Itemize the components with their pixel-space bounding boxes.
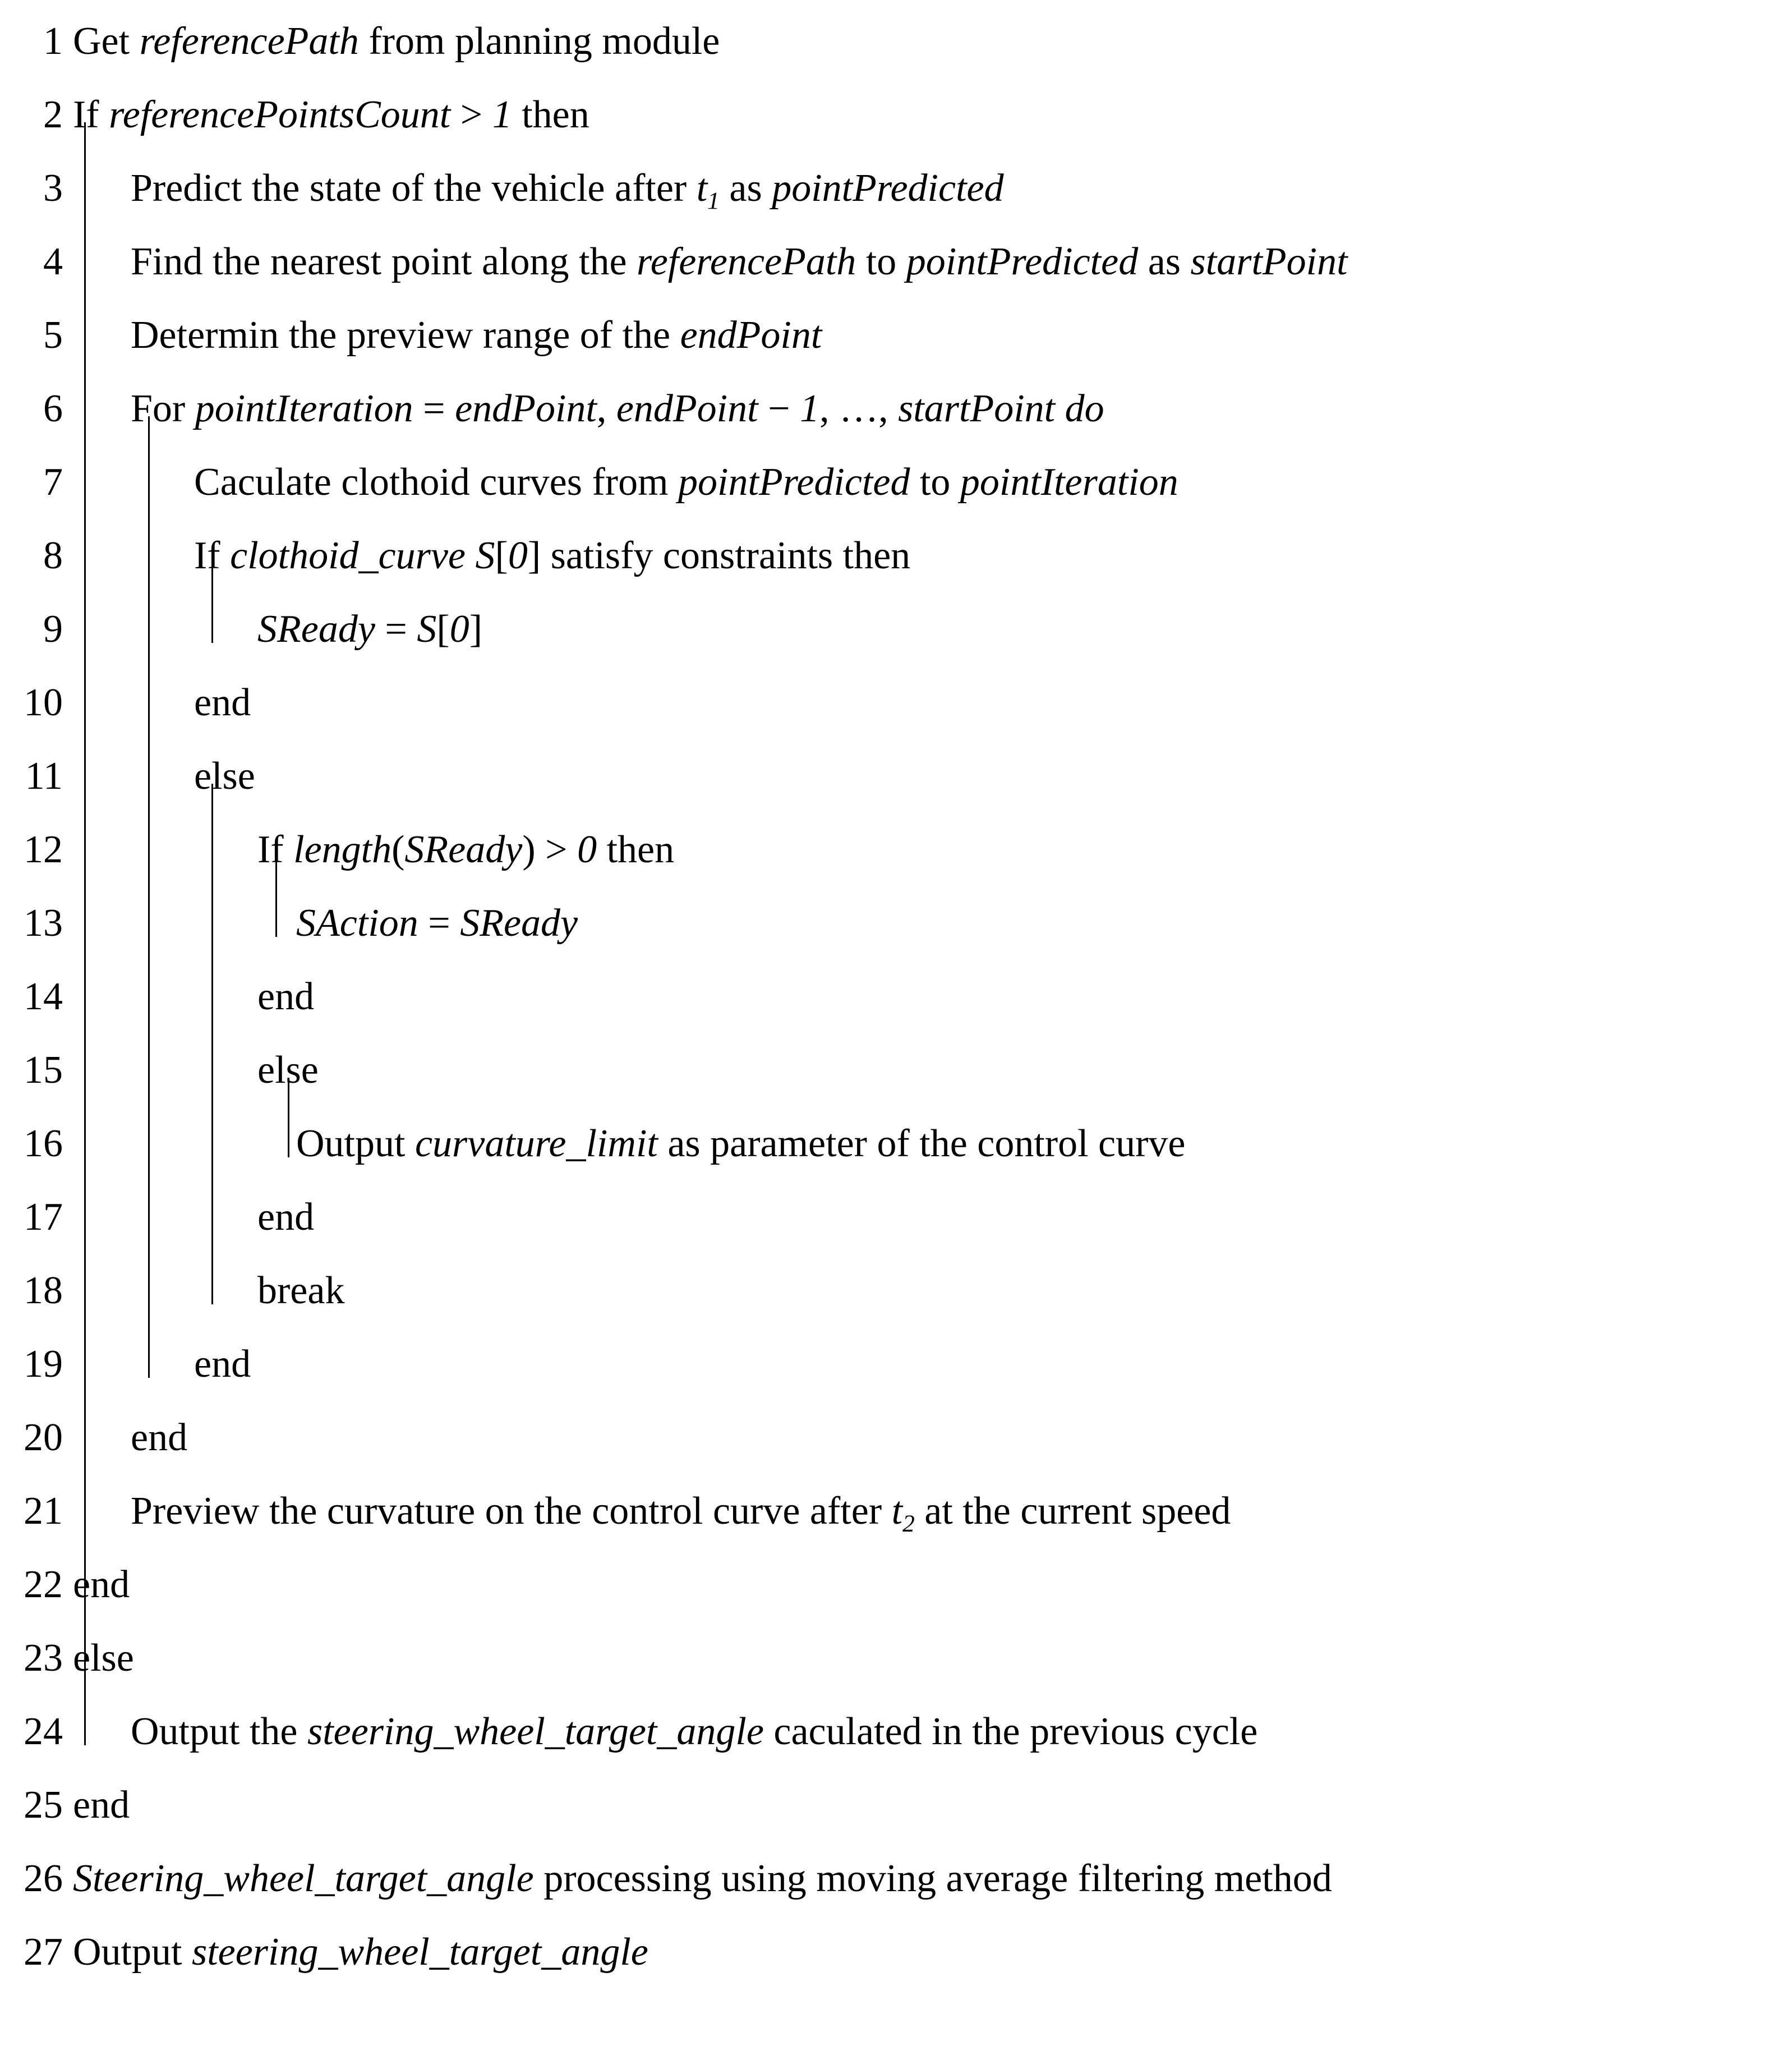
identifier: startPoint	[898, 387, 1056, 430]
word-space	[762, 167, 772, 210]
operator: ]	[469, 608, 483, 651]
code-text: Find the nearest point along the	[131, 240, 627, 283]
line-content	[63, 1254, 344, 1327]
line-content	[63, 960, 314, 1033]
code-identifier: referencePath	[637, 240, 856, 283]
line-number: 14	[24, 975, 63, 1018]
line-number: 22	[24, 1563, 63, 1606]
operator: =	[423, 387, 445, 430]
space	[413, 387, 423, 430]
algorithm-line	[0, 225, 1792, 298]
variable-base: t	[891, 1489, 903, 1533]
operator: >	[545, 828, 568, 871]
code-text: end	[194, 1342, 251, 1386]
space	[888, 387, 899, 430]
algorithm-line	[0, 1915, 1792, 1989]
line-number: 23	[24, 1636, 63, 1680]
space	[536, 828, 546, 871]
space	[790, 387, 800, 430]
word-space	[541, 534, 551, 577]
algorithm-line	[0, 1327, 1792, 1401]
code-text: at the current speed	[924, 1489, 1231, 1533]
variable-base: t	[696, 167, 708, 210]
code-text: Output the	[131, 1710, 298, 1753]
algorithm-line	[0, 151, 1792, 225]
operator: ,	[819, 387, 830, 430]
algorithm-line	[0, 1842, 1792, 1915]
code-text: else	[257, 1049, 319, 1092]
line-number: 2	[43, 93, 63, 136]
code-text: else	[194, 755, 255, 798]
word-space	[597, 828, 607, 871]
algorithm-line	[0, 519, 1792, 592]
identifier: SReady	[460, 902, 578, 945]
algorithm-line	[0, 4, 1792, 78]
word-space	[896, 240, 906, 283]
identifier: 1	[800, 387, 820, 430]
identifier: 0	[577, 828, 597, 871]
code-text: Determin the preview range of the	[131, 314, 671, 357]
code-expression	[230, 534, 541, 577]
algorithm-line	[0, 1474, 1792, 1548]
code-text: Get	[73, 20, 130, 63]
code-text: Preview the curvature on the control curve after	[131, 1489, 882, 1533]
line-number: 18	[24, 1269, 63, 1312]
line-content	[63, 666, 251, 739]
identifier: referencePointsCount	[109, 93, 451, 136]
word-space	[534, 1857, 544, 1900]
identifier: S	[475, 534, 495, 577]
word-space	[512, 93, 522, 136]
code-text: end	[131, 1416, 188, 1459]
space	[482, 93, 492, 136]
identifier: endPoint	[616, 387, 758, 430]
code-text: break	[257, 1269, 345, 1312]
word-space	[856, 240, 866, 283]
code-text: satisfy constraints then	[550, 534, 911, 577]
line-content	[63, 372, 1104, 445]
line-content	[63, 519, 910, 592]
space	[1055, 387, 1065, 430]
line-number: 17	[24, 1196, 63, 1239]
line-content	[63, 1915, 648, 1989]
identifier: 0	[508, 534, 528, 577]
space	[758, 387, 768, 430]
space	[466, 534, 476, 577]
line-number: 4	[43, 240, 63, 283]
algorithm-line-list	[0, 4, 1792, 1989]
algorithm-line	[0, 1180, 1792, 1254]
line-number: 13	[24, 902, 63, 945]
identifier: endPoint	[455, 387, 597, 430]
code-text: end	[194, 681, 251, 724]
variable-subscript: 2	[902, 1510, 915, 1537]
algorithm-line	[0, 78, 1792, 151]
word-space	[182, 1930, 192, 1974]
code-text: For	[131, 387, 186, 430]
word-space	[359, 20, 369, 63]
line-content	[63, 1695, 1257, 1768]
identifier: length	[293, 828, 392, 871]
line-number: 8	[43, 534, 63, 577]
code-text: If	[73, 93, 99, 136]
word-space	[99, 93, 109, 136]
code-text: caculated in the previous cycle	[773, 1710, 1258, 1753]
code-text: Predict the state of the vehicle after	[131, 167, 687, 210]
space	[445, 387, 455, 430]
line-content	[63, 1842, 1332, 1915]
operator: =	[385, 608, 407, 651]
line-number: 7	[43, 461, 63, 504]
algorithm-line	[0, 372, 1792, 445]
code-text: then	[606, 828, 675, 871]
variable-subscript: 1	[707, 187, 720, 214]
code-identifier: endPoint	[680, 314, 822, 357]
line-content	[63, 1401, 187, 1474]
algorithm-line	[0, 813, 1792, 886]
line-number: 1	[43, 20, 63, 63]
line-number: 20	[24, 1416, 63, 1459]
code-text: to	[865, 240, 897, 283]
algorithm-line	[0, 1621, 1792, 1695]
line-content	[63, 592, 482, 666]
word-space	[687, 167, 697, 210]
code-variable-subscript	[891, 1489, 915, 1537]
line-content	[63, 1621, 134, 1695]
line-number: 3	[43, 167, 63, 210]
space	[450, 902, 460, 945]
operator: −	[768, 387, 790, 430]
algorithm-line	[0, 886, 1792, 960]
operator: …	[839, 387, 879, 430]
operator: >	[460, 93, 483, 136]
code-text: If	[257, 828, 284, 871]
operator: (	[391, 828, 405, 871]
operator: [	[495, 534, 508, 577]
algorithm-line	[0, 1033, 1792, 1107]
code-text: end	[73, 1783, 130, 1827]
algorithm-line	[0, 445, 1792, 519]
algorithm-line	[0, 1695, 1792, 1768]
line-content	[63, 1548, 130, 1621]
line-content	[63, 1768, 130, 1842]
algorithm-line	[0, 1254, 1792, 1327]
space	[375, 608, 385, 651]
line-number: 10	[24, 681, 63, 724]
word-space	[670, 314, 680, 357]
identifier: clothoid_curve	[230, 534, 466, 577]
line-number: 9	[43, 608, 63, 651]
code-text: end	[257, 975, 315, 1018]
line-number: 25	[24, 1783, 63, 1827]
word-space	[1181, 240, 1191, 283]
line-number: 19	[24, 1342, 63, 1386]
space	[450, 93, 460, 136]
identifier: do	[1065, 387, 1104, 430]
word-space	[627, 240, 637, 283]
line-content	[63, 4, 720, 78]
code-identifier: pointPredicted	[678, 461, 910, 504]
identifier: SReady	[257, 608, 375, 651]
line-number: 24	[24, 1710, 63, 1753]
identifier: 1	[492, 93, 512, 136]
word-space	[764, 1710, 774, 1753]
code-expression	[296, 902, 578, 945]
identifier: 0	[449, 608, 469, 651]
word-space	[1138, 240, 1148, 283]
word-space	[669, 461, 679, 504]
code-identifier: steering_wheel_target_angle	[307, 1710, 764, 1753]
code-text: from planning module	[368, 20, 720, 63]
word-space	[220, 534, 231, 577]
line-number: 11	[25, 755, 63, 798]
line-content	[63, 298, 822, 372]
code-text: else	[73, 1636, 134, 1680]
operator: ]	[527, 534, 541, 577]
code-identifier: pointIteration	[960, 461, 1178, 504]
code-identifier: Steering_wheel_target_angle	[73, 1857, 534, 1900]
line-number: 15	[24, 1049, 63, 1092]
word-space	[910, 461, 920, 504]
code-text: end	[73, 1563, 130, 1606]
word-space	[915, 1489, 925, 1533]
code-text: Caculate clothoid curves from	[194, 461, 669, 504]
word-space	[284, 828, 294, 871]
line-number: 21	[24, 1489, 63, 1533]
algorithm-line	[0, 666, 1792, 739]
code-text: end	[257, 1196, 315, 1239]
code-identifier: pointPredicted	[906, 240, 1139, 283]
identifier: pointIteration	[195, 387, 413, 430]
operator: ,	[878, 387, 888, 430]
word-space	[297, 1710, 307, 1753]
algorithm-line	[0, 1548, 1792, 1621]
line-number: 27	[24, 1930, 63, 1974]
code-text: then	[522, 93, 589, 136]
code-expression	[109, 93, 512, 136]
line-number: 5	[43, 314, 63, 357]
identifier: SReady	[404, 828, 523, 871]
code-text: as	[1148, 240, 1181, 283]
code-variable-subscript	[696, 167, 720, 214]
code-text: Output	[296, 1122, 406, 1165]
line-number: 16	[24, 1122, 63, 1165]
operator: )	[522, 828, 536, 871]
word-space	[130, 20, 140, 63]
line-number: 6	[43, 387, 63, 430]
line-content	[63, 886, 578, 960]
code-text: If	[194, 534, 220, 577]
code-expression	[293, 828, 597, 871]
code-identifier: referencePath	[139, 20, 359, 63]
space	[606, 387, 616, 430]
word-space	[405, 1122, 415, 1165]
space	[418, 902, 429, 945]
space	[568, 828, 578, 871]
operator: =	[428, 902, 450, 945]
algorithm-line	[0, 1768, 1792, 1842]
line-content	[63, 1107, 1186, 1180]
code-text: as	[729, 167, 762, 210]
line-number: 26	[24, 1857, 63, 1900]
line-content	[63, 1180, 314, 1254]
algorithm-line	[0, 739, 1792, 813]
algorithm-line	[0, 592, 1792, 666]
algorithm-line	[0, 960, 1792, 1033]
word-space	[658, 1122, 668, 1165]
algorithm-line	[0, 1107, 1792, 1180]
line-content	[63, 445, 1178, 519]
line-content	[63, 739, 255, 813]
code-text: processing using moving average filtering method	[543, 1857, 1332, 1900]
word-space	[882, 1489, 892, 1533]
word-space	[185, 387, 195, 430]
code-text: Output	[73, 1930, 182, 1974]
algorithm-line	[0, 298, 1792, 372]
operator: ,	[596, 387, 607, 430]
line-content	[63, 78, 589, 151]
word-space	[720, 167, 730, 210]
code-expression	[195, 387, 1104, 430]
space	[407, 608, 417, 651]
line-content	[63, 1327, 251, 1401]
code-identifier: curvature_limit	[414, 1122, 658, 1165]
identifier: S	[417, 608, 437, 651]
operator: [	[436, 608, 450, 651]
line-content	[63, 1033, 319, 1107]
line-content	[63, 813, 674, 886]
line-content	[63, 225, 1348, 298]
code-identifier: pointPredicted	[772, 167, 1004, 210]
code-text: as parameter of the control curve	[667, 1122, 1186, 1165]
word-space	[950, 461, 960, 504]
identifier: SAction	[296, 902, 418, 945]
algorithm-line	[0, 1401, 1792, 1474]
space	[830, 387, 840, 430]
code-expression	[257, 608, 482, 651]
line-number: 12	[24, 828, 63, 871]
code-identifier: steering_wheel_target_angle	[191, 1930, 648, 1974]
code-identifier: startPoint	[1190, 240, 1348, 283]
code-text: to	[919, 461, 951, 504]
